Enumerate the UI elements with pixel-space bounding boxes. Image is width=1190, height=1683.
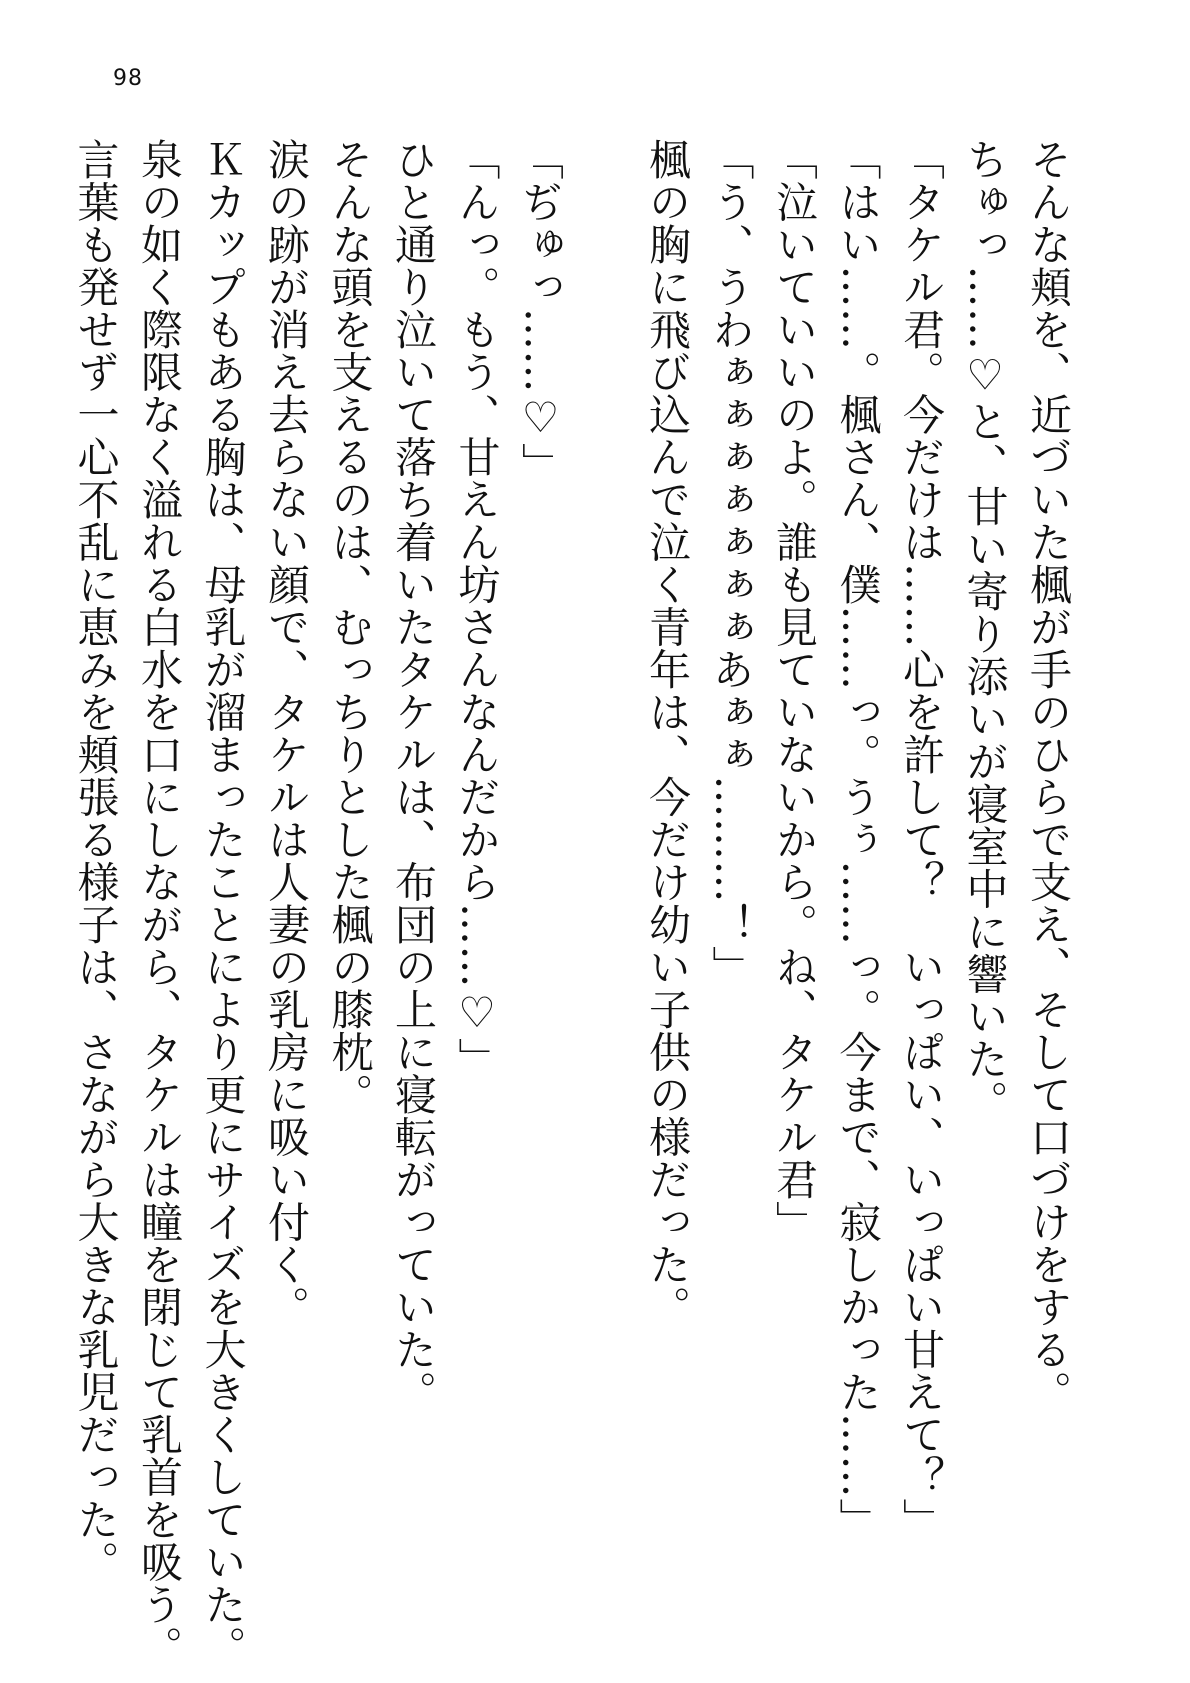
dialogue-line: 「タケル君。今だけは……心を許して？ いっぱい、いっぱい甘えて？」 (897, 138, 946, 1541)
dialogue-line: 「う、うわぁぁぁぁぁぁぁあぁぁ………！」 (706, 138, 756, 988)
page-number: 98 (113, 66, 143, 91)
text-line: ひと通り泣いて落ち着いたタケルは、布団の上に寝転がっていた。 (389, 138, 438, 1413)
text-line: そんな頭を支えるのは、むっちりとした楓の膝枕。 (325, 138, 375, 1116)
vertical-text-body (64, 138, 1080, 1668)
text-line: 泉の如く際限なく溢れる白水を口にしながら、タケルは瞳を閉じて乳首を吸う。 (135, 138, 184, 1668)
dialogue-line: 「んっ。もう、甘えん坊さんなんだから……♡」 (452, 138, 502, 1080)
text-line: ちゅっ……♡と、甘い寄り添いが寝室中に響いた。 (960, 138, 1010, 1123)
dialogue-line: 「はい……。楓さん、僕……っ。うぅ……っ。今まで、寂しかった……」 (833, 138, 883, 1541)
text-line: 楓の胸に飛び込んで泣く青年は、今だけ幼い子供の様だった。 (643, 138, 692, 1328)
dialogue-line: 「ぢゅっ……♡」 (516, 138, 565, 485)
text-line: 言葉も発せず一心不乱に恵みを頬張る様子は、さながら大きな乳児だった。 (71, 138, 121, 1583)
text-line: Ｋカップもある胸は、母乳が溜まったことにより更にサイズを大きくしていた。 (198, 138, 248, 1668)
dialogue-line: 「泣いていいのよ。誰も見ていないから。ね、タケル君」 (770, 138, 819, 1243)
text-line: そんな頬を、近づいた楓が手のひらで支え、そして口づけをする。 (1024, 138, 1073, 1413)
scene-break (572, 138, 636, 1448)
text-line: 涙の跡が消え去らない顔で、タケルは人妻の乳房に吸い付く。 (262, 138, 311, 1328)
